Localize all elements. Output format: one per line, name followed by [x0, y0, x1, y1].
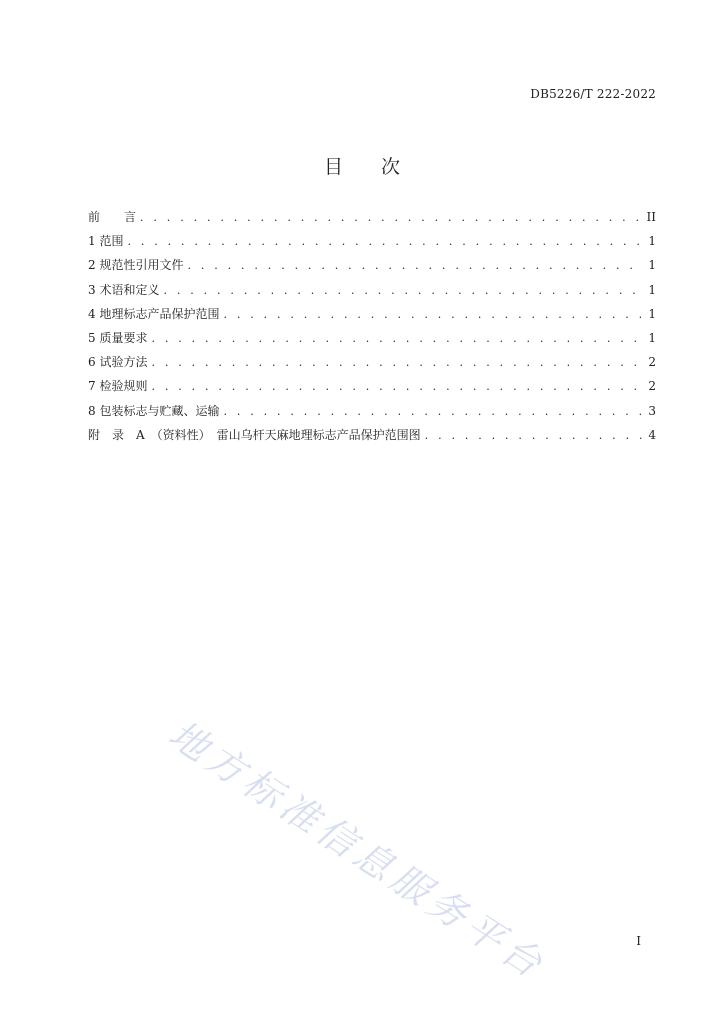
toc-entry-label: 7 检验规则 — [88, 379, 148, 394]
table-of-contents — [88, 207, 656, 449]
toc-entry-page: 4 — [648, 427, 656, 442]
toc-entry-page: 3 — [648, 403, 656, 418]
toc-dot-leader — [151, 377, 642, 397]
toc-dot-leader — [425, 426, 642, 446]
toc-dot-leader — [163, 281, 642, 301]
page-number: I — [636, 934, 641, 948]
toc-entry-annex-a[interactable] — [88, 425, 656, 449]
toc-entry-protection-scope[interactable] — [88, 304, 656, 328]
toc-dot-leader — [151, 353, 642, 373]
toc-entry-page: 2 — [648, 355, 656, 370]
toc-entry-page: 1 — [648, 258, 656, 273]
toc-entry-label: 1 范围 — [88, 234, 124, 249]
doc-code: DB5226/T 222-2022 — [530, 87, 656, 101]
toc-entry-foreword[interactable] — [88, 207, 656, 231]
toc-entry-page: 1 — [648, 282, 656, 297]
toc-entry-normative-references[interactable] — [88, 255, 656, 279]
toc-entry-label: 6 试验方法 — [88, 355, 148, 370]
toc-dot-leader — [151, 329, 642, 349]
toc-entry-label: 5 质量要求 — [88, 330, 148, 345]
toc-dot-leader — [127, 232, 642, 252]
toc-entry-label: 2 规范性引用文件 — [88, 258, 184, 273]
toc-entry-packaging[interactable] — [88, 401, 656, 425]
watermark: 地方标准信息服务平台 — [161, 711, 555, 989]
toc-entry-label: 3 术语和定义 — [88, 282, 160, 297]
toc-entry-scope[interactable] — [88, 231, 656, 255]
toc-entry-inspection-rules[interactable] — [88, 376, 656, 400]
toc-entry-page: 1 — [648, 330, 656, 345]
toc-entry-test-methods[interactable] — [88, 352, 656, 376]
toc-entry-label: 附 录 A （资料性） 雷山乌杆天麻地理标志产品保护范围图 — [88, 427, 421, 442]
toc-entry-page: 2 — [648, 379, 656, 394]
toc-entry-terms[interactable] — [88, 280, 656, 304]
toc-entry-label: 8 包装标志与贮藏、运输 — [88, 403, 220, 418]
toc-dot-leader — [187, 256, 642, 276]
toc-dot-leader — [223, 402, 642, 422]
page-title: 目次 — [323, 156, 438, 178]
toc-entry-label: 前 言 — [88, 210, 137, 224]
toc-entry-label: 4 地理标志产品保护范围 — [88, 306, 220, 321]
toc-dot-leader — [223, 305, 642, 325]
toc-entry-page: 1 — [648, 306, 656, 321]
toc-dot-leader — [140, 208, 641, 228]
toc-entry-quality-requirements[interactable] — [88, 328, 656, 352]
toc-entry-page: 1 — [648, 234, 656, 249]
toc-entry-page: II — [646, 210, 656, 224]
